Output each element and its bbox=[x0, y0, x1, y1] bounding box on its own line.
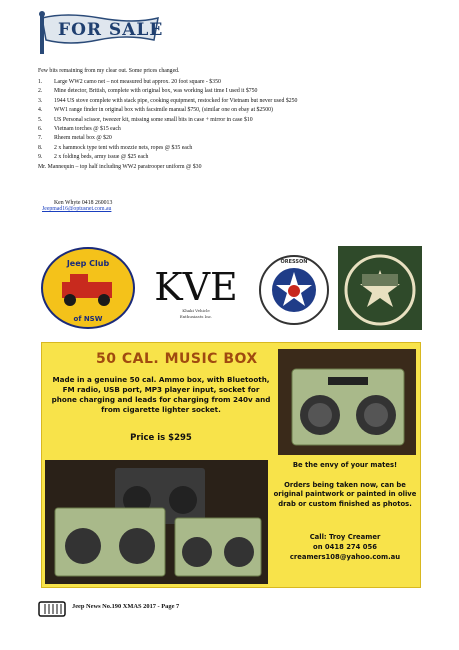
svg-text:Enthusiasts Inc.: Enthusiasts Inc. bbox=[179, 314, 213, 319]
ad-description: Made in a genuine 50 cal. Ammo box, with Bluetooth, FM radio, USB port, MP3 player input, socket for phone charging and leads for charging from 240v and from cigarette lighter socket. bbox=[51, 375, 271, 414]
ad-price: Price is $295 bbox=[130, 433, 192, 443]
contact-block bbox=[42, 200, 112, 212]
list-item: Mr. Mannequin – top half including WW2 paratrooper uniform @ $30 bbox=[38, 163, 202, 170]
ad-phone: on 0418 274 056 bbox=[313, 543, 377, 551]
ad-tagline: Be the envy of your mates! bbox=[292, 461, 398, 469]
svg-text:of NSW: of NSW bbox=[73, 315, 103, 323]
ad-call: Call: Troy Creamer bbox=[309, 533, 381, 541]
page-footer bbox=[38, 600, 180, 623]
svg-text:Khaki Vehicle: Khaki Vehicle bbox=[182, 308, 210, 313]
music-box-ad bbox=[41, 342, 421, 588]
svg-text:Jeep Club: Jeep Club bbox=[66, 259, 110, 268]
footer-text: Jeep News No.190 XMAS 2017 - Page 7 bbox=[72, 603, 180, 610]
intro-text: Few bits remaining from my clear out. Some prices changed. bbox=[38, 68, 180, 74]
list-item: 4. WW1 range finder in original box with facsimile manual $750, (similar one on ebay at $2500) bbox=[38, 107, 273, 114]
jeep-grille-icon bbox=[38, 600, 66, 618]
jeep-club-nsw-logo bbox=[40, 246, 136, 330]
ad-orders-text: Orders being taken now, can be original paintwork or painted in olive drab or custom finished as photos. bbox=[273, 481, 417, 508]
ad-email: creamers108@yahoo.com.au bbox=[289, 553, 401, 561]
club-logos-row bbox=[36, 242, 426, 332]
list-item: 8. 2 x hammock type tent with mozzie nets, ropes @ $35 each bbox=[38, 144, 193, 151]
for-sale-label: FOR SALE bbox=[58, 20, 164, 40]
khaki-vehicle-enthusiasts-logo bbox=[148, 256, 244, 326]
list-item: 9. 2 x folding beds, army issue @ $25 each bbox=[38, 154, 149, 161]
sale-items-list bbox=[38, 78, 418, 172]
central-coast-mvg-logo bbox=[258, 254, 330, 326]
svg-text:ORESSON: ORESSON bbox=[280, 259, 308, 265]
list-item: 1. Large WW2 camo net – not measured but approx. 20 foot square - $350 bbox=[38, 79, 221, 85]
list-item: 7. Rheem metal box @ $20 bbox=[38, 135, 112, 142]
music-box-photo bbox=[278, 349, 416, 455]
list-item: 3. 1944 US stove complete with stack pipe, cooking equipment, restocked for Vietnam but never used $250 bbox=[38, 97, 298, 104]
svg-text:KVE: KVE bbox=[154, 265, 238, 309]
list-item: 6. Vietnam torches @ $15 each bbox=[38, 126, 121, 133]
contact-name: Ken Whyte 0418 260013 bbox=[54, 200, 113, 206]
list-item: 2. Mine detector, British, complete with original box, was working last time I used it $750 bbox=[38, 88, 258, 95]
ad-title: 50 CAL. MUSIC BOX bbox=[96, 351, 258, 367]
northern-recon-group-logo bbox=[338, 246, 422, 330]
list-item: 5. US Personal scissor, tweezer kit, missing some small bits in case + mirror in case $10 bbox=[38, 116, 253, 123]
music-boxes-photo bbox=[45, 460, 268, 584]
contact-email-link[interactable]: Jeepmad16@optusnet.com.au bbox=[42, 206, 112, 212]
